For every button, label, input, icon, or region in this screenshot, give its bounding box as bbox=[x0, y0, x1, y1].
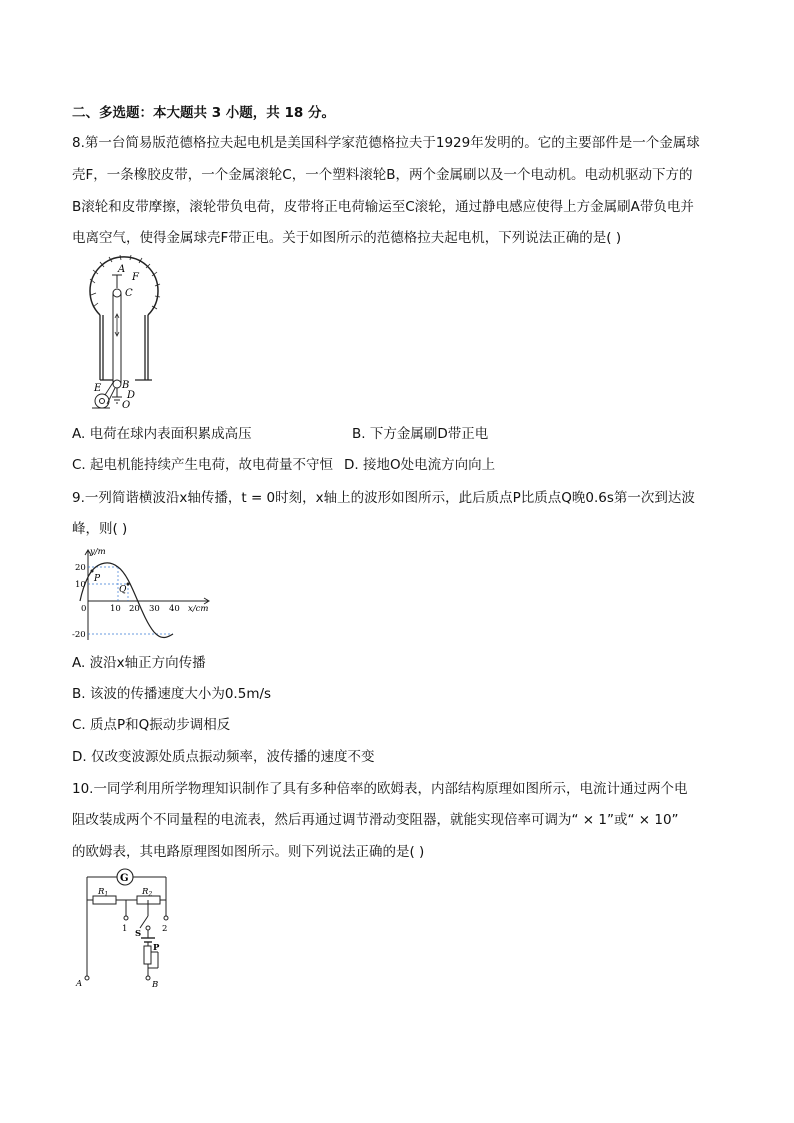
q10-text-line1: 10.一同学利用所学物理知识制作了具有多种倍率的欧姆表，内部结构原理如图所示，电流计通过两个电 bbox=[72, 781, 688, 797]
q9-option-c[interactable]: C. 质点P和Q振动步调相反 bbox=[72, 717, 231, 733]
y-axis-label: y/m bbox=[90, 547, 106, 557]
label-S: S bbox=[135, 929, 142, 939]
label-C: C bbox=[125, 288, 133, 299]
q10-text-line3: 的欧姆表，其电路原理图如图所示。则下列说法正确的是( ) bbox=[72, 844, 425, 860]
x-tick-40: 40 bbox=[169, 604, 180, 614]
label-R2: $R_2$ bbox=[142, 887, 153, 898]
label-D: D bbox=[127, 390, 136, 401]
van-de-graaff-figure bbox=[80, 255, 180, 415]
q10-text-line2: 阻改装成两个不同量程的电流表，然后再通过调节滑动变阻器，就能实现倍率可调为“ × 1”或“ × 10” bbox=[72, 812, 679, 828]
label-E: E bbox=[94, 383, 102, 394]
point-p-label: P bbox=[94, 574, 101, 584]
point-q-label: Q bbox=[119, 585, 127, 595]
label-O: O bbox=[122, 400, 131, 411]
y-tick-10: 10 bbox=[75, 580, 86, 590]
q9-option-a[interactable]: A. 波沿x轴正方向传播 bbox=[72, 655, 206, 671]
terminal-B-label: B bbox=[152, 980, 159, 990]
y-tick-0: 0 bbox=[81, 604, 87, 614]
q9-text-line1: 9.一列简谐横波沿x轴传播，t = 0时刻，x轴上的波形如图所示，此后质点P比质点Q晚0.6s第一次到达波 bbox=[72, 490, 695, 506]
x-tick-10: 10 bbox=[110, 604, 121, 614]
q8-text-line4: 电离空气，使得金属球壳F带正电。关于如图所示的范德格拉夫起电机，下列说法正确的是( ) bbox=[72, 230, 622, 246]
ohmmeter-circuit bbox=[70, 866, 180, 991]
q8-option-b[interactable]: B. 下方金属刷D带正电 bbox=[352, 426, 489, 442]
terminal-2-label: 2 bbox=[162, 924, 168, 934]
label-A: A bbox=[118, 264, 126, 275]
q9-option-d[interactable]: D. 仅改变波源处质点振动频率，波传播的速度不变 bbox=[72, 749, 375, 765]
x-axis-label: x/cm bbox=[188, 604, 209, 614]
q8-option-a[interactable]: A. 电荷在球内表面积累成高压 bbox=[72, 426, 252, 442]
q8-text-line1: 8.第一台简易版范德格拉夫起电机是美国科学家范德格拉夫于1929年发明的。它的主要部件是一个金属球 bbox=[72, 135, 700, 151]
y-tick-20: 20 bbox=[75, 563, 86, 573]
x-tick-20: 20 bbox=[129, 604, 140, 614]
wave-graph bbox=[70, 545, 220, 645]
label-G: G bbox=[120, 873, 129, 884]
terminal-A-label: A bbox=[76, 979, 83, 989]
label-R1: $R_1$ bbox=[98, 887, 109, 898]
label-F: F bbox=[132, 272, 139, 283]
q9-option-b[interactable]: B. 该波的传播速度大小为0.5m/s bbox=[72, 686, 272, 702]
q8-option-c[interactable]: C. 起电机能持续产生电荷，故电荷量不守恒 bbox=[72, 457, 334, 473]
terminal-1-label: 1 bbox=[122, 924, 128, 934]
q9-text-line2: 峰，则( ) bbox=[72, 521, 128, 537]
q8-text-line3: B滚轮和皮带摩擦，滚轮带负电荷，皮带将正电荷输运至C滚轮，通过静电感应使得上方金属刷A带负电并 bbox=[72, 199, 694, 215]
q8-text-line2: 壳F，一条橡胶皮带，一个金属滚轮C，一个塑料滚轮B，两个金属刷以及一个电动机。电动机驱动下方的 bbox=[72, 167, 693, 183]
section-title: 二、多选题：本大题共 3 小题，共 18 分。 bbox=[72, 105, 335, 121]
q8-option-d[interactable]: D. 接地O处电流方向向上 bbox=[344, 457, 496, 473]
x-tick-30: 30 bbox=[149, 604, 160, 614]
label-B: B bbox=[122, 380, 130, 391]
y-tick-neg20: -20 bbox=[72, 630, 86, 640]
label-P: P bbox=[153, 943, 160, 953]
